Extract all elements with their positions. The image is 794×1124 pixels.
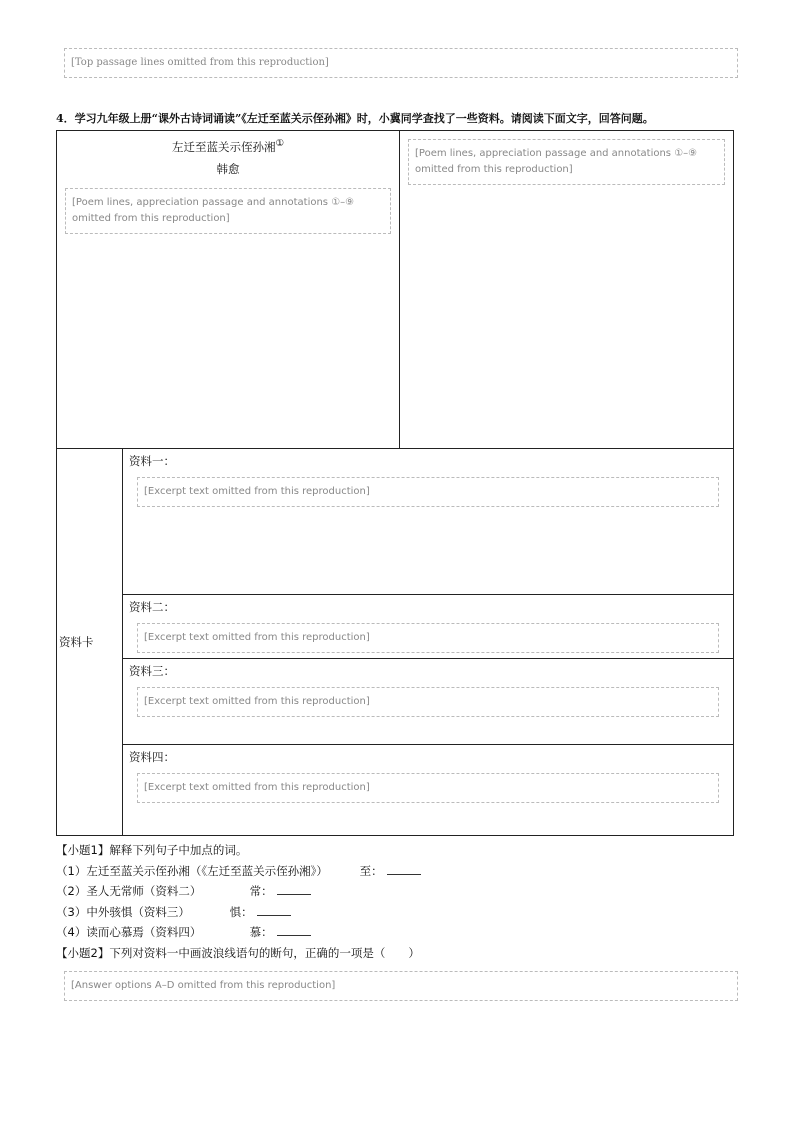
material-3-label: 资料三： <box>129 664 175 678</box>
q1-item-1 <box>56 861 746 882</box>
q1-item-3 <box>56 902 746 923</box>
q1-item-1-answer-blank[interactable] <box>387 862 421 875</box>
poem-title <box>57 133 399 158</box>
material-card-4 <box>123 745 733 833</box>
q1-item-2-answer-blank[interactable] <box>277 882 311 895</box>
poem-omitted-note: [Poem lines, appreciation passage and annotations ①–⑨ omitted from this reproduction] <box>65 188 391 234</box>
material-1-label: 资料一： <box>129 454 175 468</box>
q1-item-4-answer-blank[interactable] <box>277 923 311 936</box>
material-2-label: 资料二： <box>129 600 175 614</box>
q1-item-2 <box>56 881 746 902</box>
poem-title-note: ① <box>275 138 285 149</box>
annotations-cell <box>400 131 733 449</box>
reference-table <box>56 130 734 836</box>
poem-author: 韩愈 <box>216 161 240 176</box>
q1-item-2-target: 常： <box>249 884 273 898</box>
material-4-label: 资料四： <box>129 750 175 764</box>
material-card-2 <box>123 595 733 659</box>
question-4-heading: 4．学习九年级上册“课外古诗词诵读”《左迁至蓝关示侄孙湘》时，小冀同学查找了一些资料。请阅读下面文字，回答问题。 <box>56 112 654 125</box>
poem-title-text: 左迁至蓝关示侄孙湘 <box>171 139 276 154</box>
q1-item-4 <box>56 922 746 943</box>
q1-item-3-text: （3）中外骇惧（资料三） <box>56 904 190 919</box>
intro-passage <box>56 40 746 86</box>
q2-heading: 【小题2】下列对资料一中画波浪线语句的断句，正确的一项是（ ） <box>56 945 420 960</box>
q1-item-3-answer-blank[interactable] <box>257 903 291 916</box>
q1-item-1-target: 至： <box>359 863 383 878</box>
material-4-omitted-note: [Excerpt text omitted from this reproduction] <box>137 773 719 803</box>
material-1-omitted-note: [Excerpt text omitted from this reproduction] <box>137 477 719 507</box>
q2-options-omitted-note: [Answer options A–D omitted from this reproduction] <box>64 971 738 1001</box>
poem-cell <box>57 131 400 449</box>
question-block <box>56 840 746 1009</box>
intro-omitted-note: [Top passage lines omitted from this reproduction] <box>64 48 738 78</box>
q1-item-1-text: （1）左迁至蓝关示侄孙湘（《左迁至蓝关示侄孙湘》） <box>56 863 328 878</box>
material-card-1 <box>123 449 733 595</box>
materials-label: 资料卡 <box>57 449 123 835</box>
materials-cards <box>57 449 733 835</box>
annotations-omitted-note: [Poem lines, appreciation passage and annotations ①–⑨ omitted from this reproduction] <box>408 139 725 185</box>
q1-item-4-text: （4）读而心慕焉（资料四） <box>56 925 202 939</box>
q1-item-4-target: 慕： <box>249 925 273 939</box>
q1-item-2-text: （2）圣人无常师（资料二） <box>56 884 202 898</box>
q1-heading: 【小题1】解释下列句子中加点的词。 <box>56 843 248 857</box>
material-card-3 <box>123 659 733 745</box>
material-2-omitted-note: [Excerpt text omitted from this reproduction] <box>137 623 719 653</box>
material-3-omitted-note: [Excerpt text omitted from this reproduction] <box>137 687 719 717</box>
q1-item-3-target: 惧： <box>229 904 253 919</box>
